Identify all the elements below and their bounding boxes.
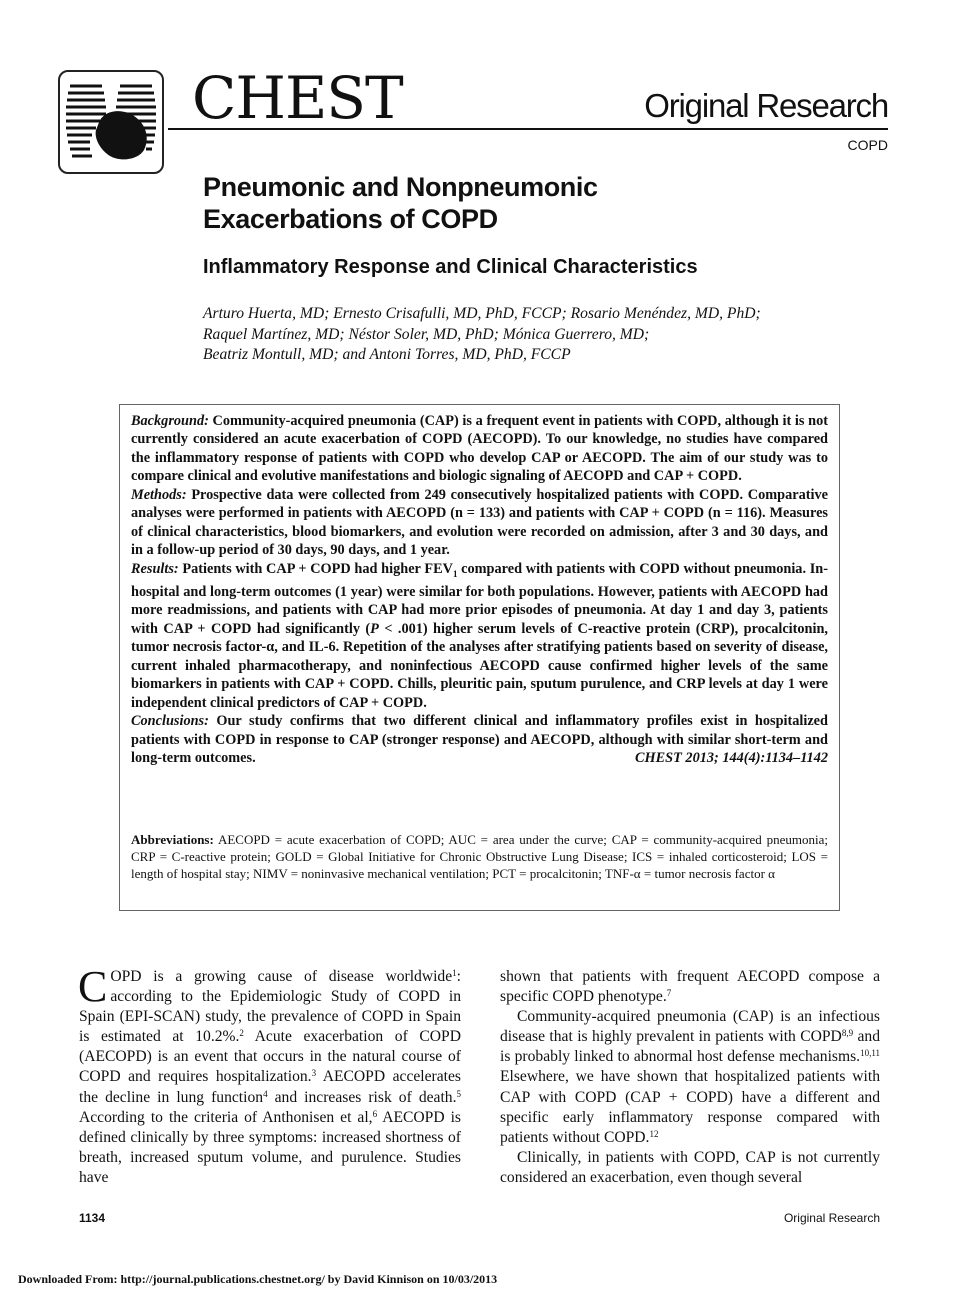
- body-paragraph: [500, 1148, 880, 1188]
- reference-marker[interactable]: 4: [263, 1088, 268, 1099]
- reference-marker[interactable]: 8,9: [841, 1028, 854, 1039]
- body-text: Elsewhere, we have shown that hospitalized patients with CAP with COPD (CAP + COPD) have a different and specific early inflammatory response compared with patients without COPD.: [500, 1068, 880, 1146]
- body-text: AECOPD is defined clinically by three symptoms: increased shortness of breath, increased sputum volume, and purulence. Studies have: [79, 1108, 461, 1186]
- background-text: Community-acquired pneumonia (CAP) is a frequent event in patients with COPD, although it is not currently considered an acute exacerbation of COPD (AECOPD). To our knowledge, no studies have compared the inflammatory response of patients with COPD who develop CAP or AECOPD. The aim of our study was to compare clinical and evolutive manifestations and biologic signaling of AECOPD and CAP + COPD.: [131, 413, 828, 485]
- abstract-conclusions: [131, 712, 828, 767]
- abstract-background: [131, 412, 828, 486]
- abstract-methods: [131, 486, 828, 560]
- chest-logo: [58, 70, 164, 174]
- citation: CHEST 2013; 144(4):1134–1142: [634, 750, 828, 767]
- abstract-results: [131, 560, 828, 712]
- author-line: Arturo Huerta, MD; Ernesto Crisafulli, MD, PhD, FCCP; Rosario Menéndez, MD, PhD;: [203, 305, 761, 322]
- body-text: Community-acquired pneumonia (CAP) is an infectious disease that is highly prevalent in patients with COPD: [500, 1008, 880, 1046]
- conclusions-text: Our study confirms that two different clinical and inflammatory profiles exist in hospitalized patients with COPD in response to CAP (stronger response) and AECOPD, although with similar short-term and long-term outcomes.: [131, 713, 828, 767]
- section-label: Original Research: [644, 87, 888, 124]
- topic-label: COPD: [847, 137, 888, 153]
- results-text: < .001) higher serum levels of C-reactive protein (CRP), procalcitonin, tumor necrosis factor-α, and IL-6. Repetition of the analyses after stratifying patients based on severity of disease, current inhaled pharmacotherapy, and noninfectious AECOPD cause confirmed higher levels of the same biomarkers in patients with CAP + COPD. Chills, pleuritic pain, sputum purulence, and CRP levels at day 1 were independent clinical predictors of CAP + COPD.: [131, 620, 828, 711]
- background-label: Background:: [131, 413, 209, 429]
- reference-marker[interactable]: 10,11: [860, 1048, 880, 1059]
- body-text: OPD is a growing cause of disease worldwide: [110, 968, 453, 985]
- reference-marker[interactable]: 2: [239, 1028, 244, 1039]
- reference-marker[interactable]: 3: [311, 1068, 317, 1079]
- body-text: and is probably linked to abnormal host defense mechanisms.: [500, 1028, 880, 1066]
- methods-label: Methods:: [131, 486, 187, 503]
- results-label: Results:: [131, 560, 179, 577]
- article-subtitle: Inflammatory Response and Clinical Characteristics: [203, 256, 698, 278]
- body-text: According to the criteria of Anthonisen et al,: [79, 1108, 373, 1126]
- reference-marker[interactable]: 1: [452, 968, 457, 978]
- abbreviations: [131, 832, 828, 882]
- reference-marker[interactable]: 12: [649, 1128, 659, 1139]
- body-paragraph: [78, 962, 461, 1188]
- p-value-symbol: P: [370, 620, 379, 637]
- body-text: AECOPD accelerates the decline in lung function: [79, 1068, 461, 1106]
- fev-subscript: 1: [452, 568, 458, 579]
- body-text: Acute exacerbation of COPD (AECOPD) is an event that occurs in the natural course of COPD and requires hospitalization.: [79, 1028, 461, 1086]
- body-column-right: [500, 967, 880, 1188]
- abstract-text: [131, 412, 828, 767]
- body-paragraph: [500, 967, 880, 1007]
- results-text: Patients with CAP + COPD had higher FEV: [182, 560, 453, 577]
- footer-section-label: Original Research: [783, 1211, 880, 1225]
- page-number: 1134: [79, 1211, 106, 1225]
- methods-text: Prospective data were collected from 249 consecutively hospitalized patients with COPD. Comparative analyses were performed in patients with AECOPD (n = 133) and patients with CAP + COPD (n = 116). Measures of clinical characteristics, blood biomarkers, and evolution were recorded on admission, after 3 and 30 days, and in a follow-up period of 30 days, 90 days, and 1 year.: [131, 486, 829, 559]
- results-text: compared with patients with COPD without pneumonia. In-hospital and long-term outcomes (1 year) were similar for both populations. However, patients with AECOPD had more readmissions, and patients with CAP had more prior episodes of pneumonia. At day 1 and day 3, patients with CAP + COPD had significantly (: [131, 560, 829, 637]
- article-title: [203, 171, 843, 235]
- author-line: Raquel Martínez, MD; Néstor Soler, MD, PhD; Mónica Guerrero, MD;: [203, 325, 650, 343]
- body-paragraph: [500, 1007, 880, 1148]
- conclusions-label: Conclusions:: [131, 713, 209, 730]
- abbreviations-text: AECOPD = acute exacerbation of COPD; AUC = area under the curve; CAP = community-acquired pneumonia; CRP = C-reactive protein; GOLD = Global Initiative for Chronic Obstructive Lung Disease; ICS = inhaled corticosteroid; LOS = length of hospital stay; NIMV = noninvasive mechanical ventilation; PCT = procalcitonin; TNF-α = tumor necrosis factor α: [131, 832, 828, 881]
- body-text: shown that patients with frequent AECOPD compose a specific COPD phenotype.: [500, 968, 880, 1006]
- download-notice: Downloaded From: http://journal.publications.chestnet.org/ by David Kinnison on 10/03/2013: [18, 1272, 498, 1286]
- body-text: : according to the Epidemiologic Study of COPD in Spain (EPI-SCAN) study, the prevalence of COPD in Spain is estimated at 10.2%.: [79, 968, 461, 1046]
- journal-name: CHEST: [192, 64, 403, 132]
- body-text: and increases risk of death.: [267, 1088, 457, 1106]
- reference-marker[interactable]: 5: [456, 1088, 461, 1099]
- body-column-left: [78, 962, 461, 1188]
- header-rule: [168, 128, 888, 130]
- author-list: [203, 304, 883, 366]
- reference-marker[interactable]: 7: [666, 988, 672, 999]
- abbreviations-label: Abbreviations:: [131, 832, 214, 847]
- title-line: Exacerbations of COPD: [203, 204, 498, 234]
- title-line: Pneumonic and Nonpneumonic: [203, 172, 598, 202]
- reference-marker[interactable]: 6: [372, 1108, 378, 1119]
- author-line: Beatriz Montull, MD; and Antoni Torres, MD, PhD, FCCP: [203, 346, 571, 363]
- lungs-logo-icon: [60, 72, 164, 174]
- drop-cap: C: [78, 962, 108, 1011]
- body-text: Clinically, in patients with COPD, CAP is not currently considered an exacerbation, even though several: [500, 1148, 880, 1186]
